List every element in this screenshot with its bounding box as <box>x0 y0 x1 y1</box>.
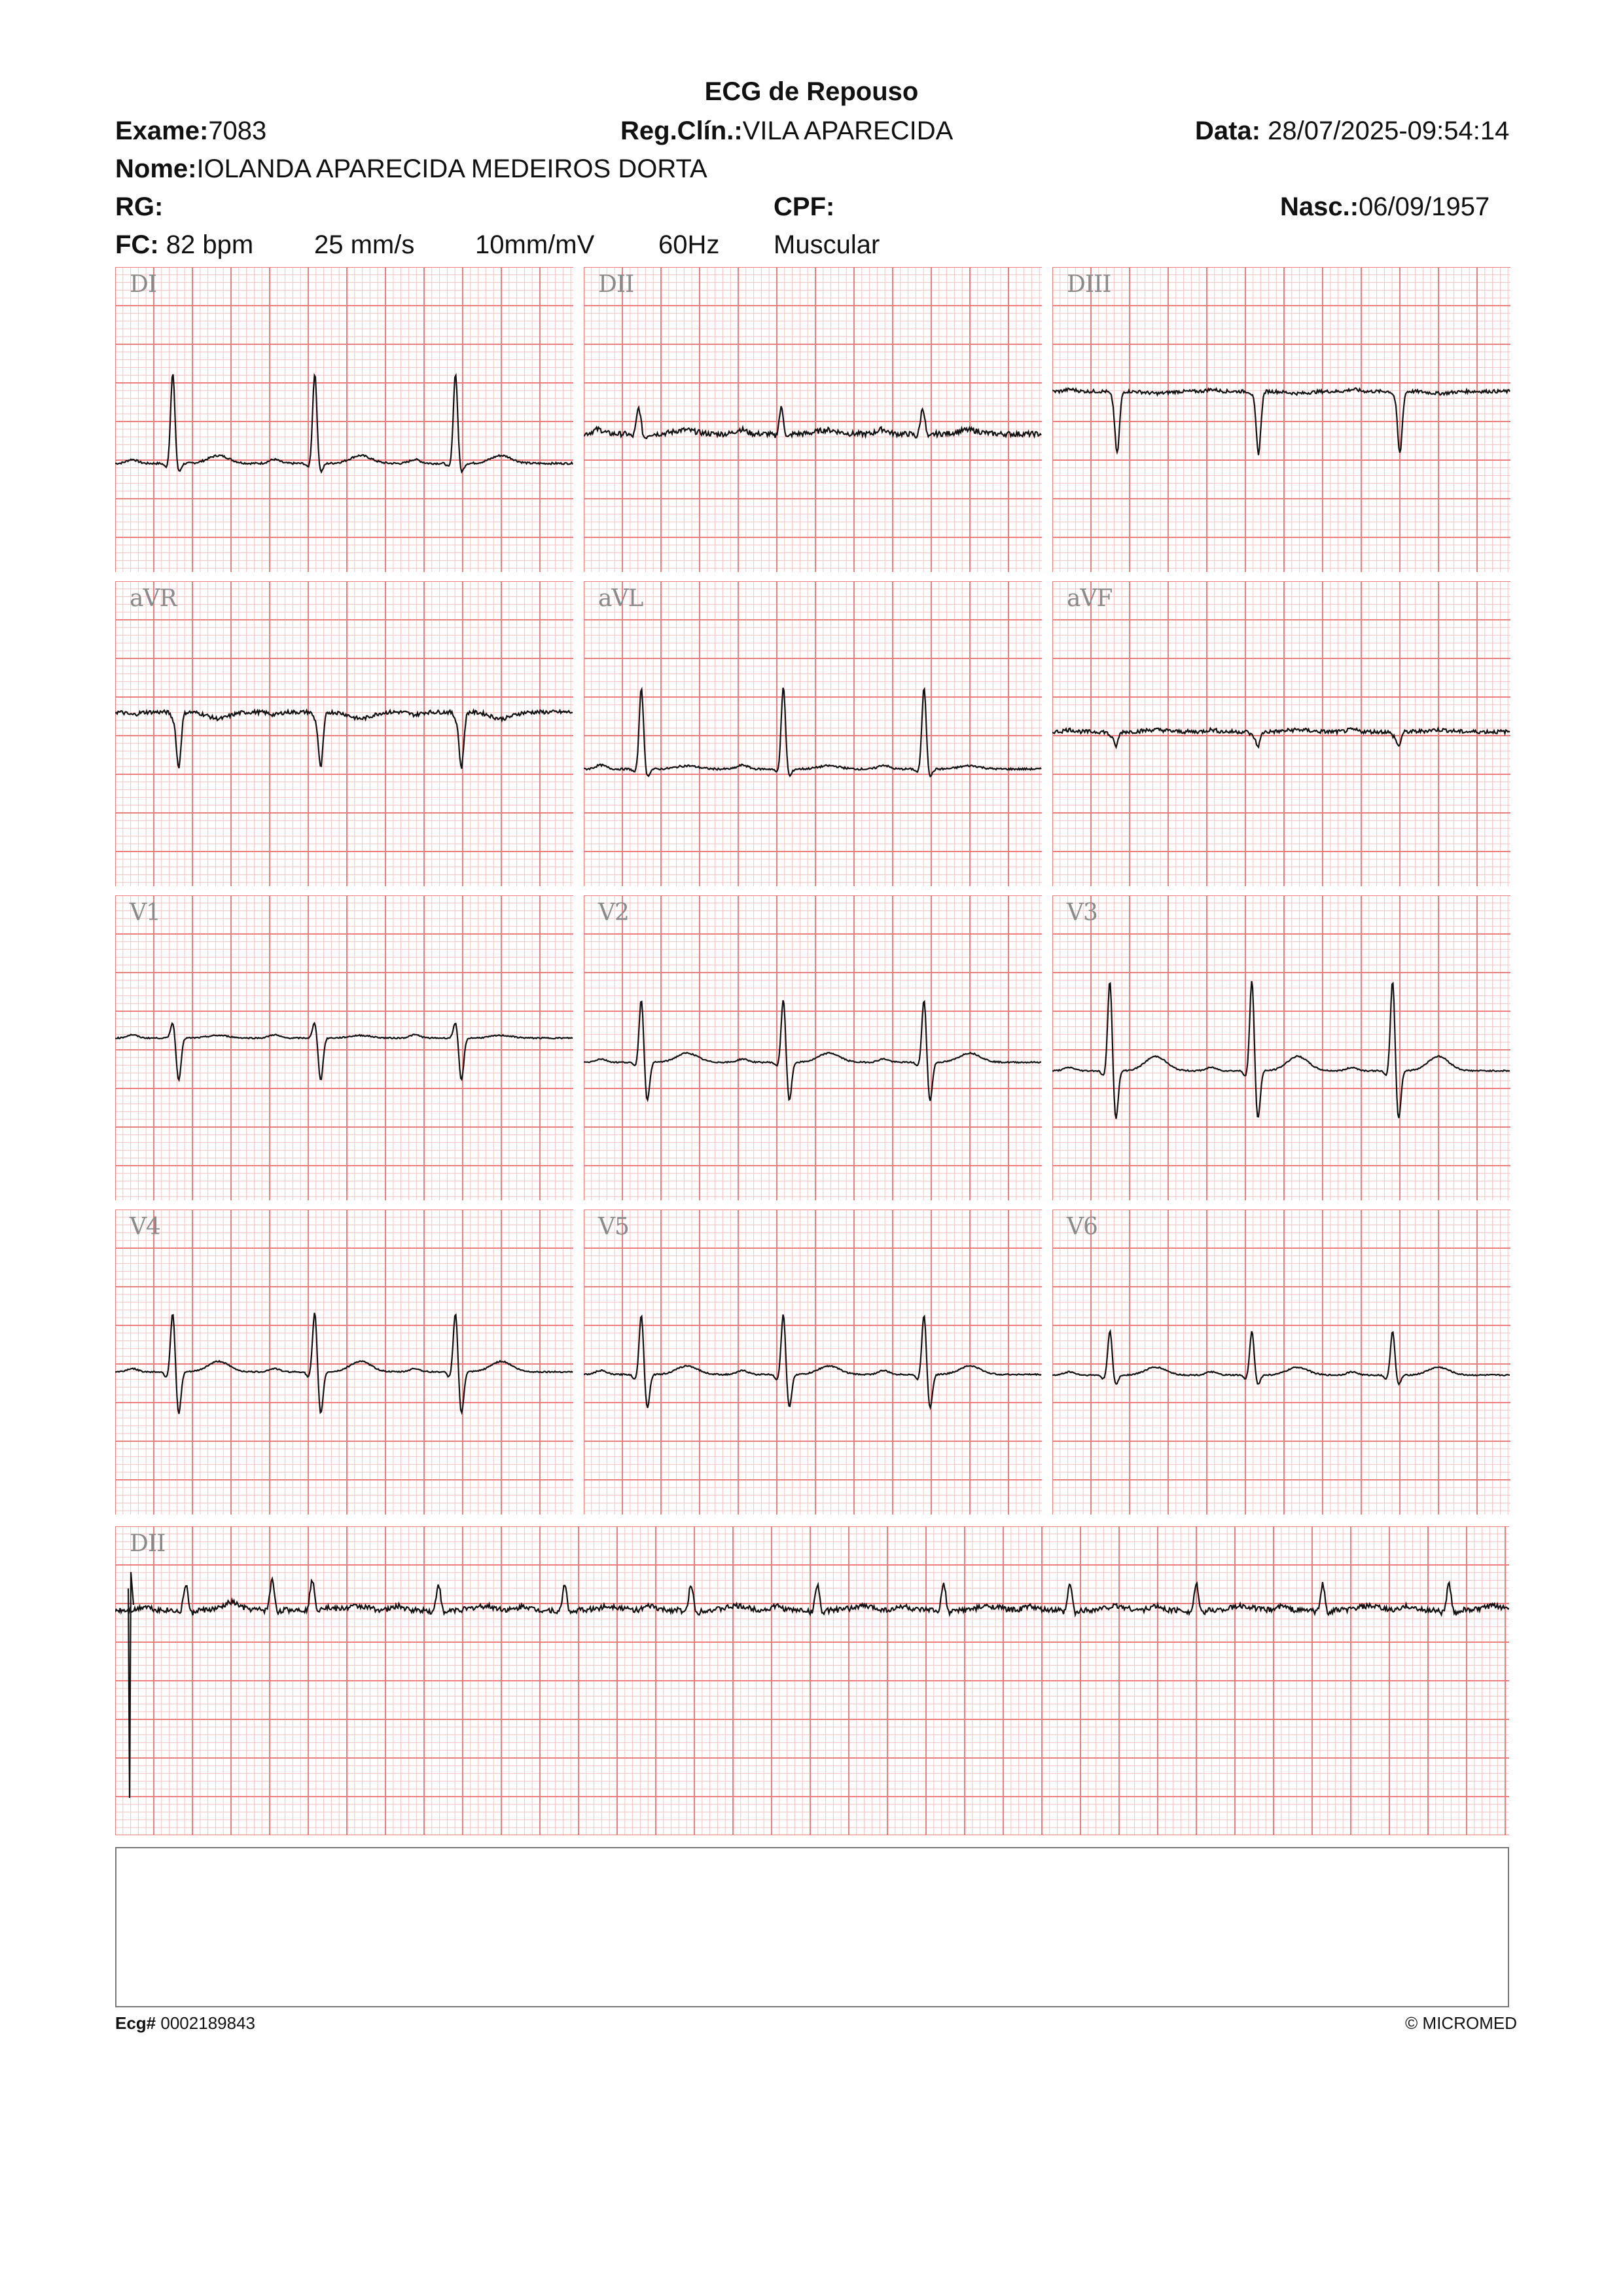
lead-panel-v5 <box>584 1210 1042 1515</box>
ecg-waveform-di <box>115 374 573 472</box>
lead-label-v6: V6 <box>1067 1213 1097 1240</box>
lead-trace-diii <box>1052 267 1510 572</box>
ecg-waveform-avf <box>1052 728 1510 747</box>
grid-minor-lines <box>584 895 1042 1200</box>
lead-label-v2: V2 <box>598 899 629 926</box>
grid-minor-lines <box>1052 581 1510 886</box>
lead-trace-avr <box>115 581 573 886</box>
grid-minor-lines <box>1052 267 1510 572</box>
paper-speed: 25 mm/s <box>314 230 415 259</box>
heart-rate-label: FC: <box>115 230 159 259</box>
ecg-number <box>115 2013 255 2034</box>
lead-label-v4: V4 <box>130 1213 160 1240</box>
lead-trace-v3 <box>1052 895 1510 1200</box>
lead-panel-avl <box>584 581 1042 886</box>
lead-panel-v6 <box>1052 1210 1510 1515</box>
lead-panel-avr <box>115 581 573 886</box>
lead-trace-di <box>115 267 573 572</box>
filter-type: Muscular <box>774 230 880 259</box>
copyright: © MICROMED <box>1405 2013 1517 2033</box>
date-field <box>1195 117 1509 146</box>
heart-rate-field <box>115 230 253 260</box>
grid-major-lines <box>1052 895 1510 1200</box>
grid-major-lines <box>115 895 573 1200</box>
grid-minor-lines <box>115 267 573 572</box>
ecg-waveform-v1 <box>115 1023 573 1080</box>
ecg-waveform-dii <box>584 406 1041 439</box>
heart-rate-value: 82 bpm <box>166 230 254 259</box>
grid-major-lines <box>1052 267 1510 572</box>
ecg-waveform-v6 <box>1052 1331 1510 1384</box>
lead-panel-diii <box>1052 267 1510 572</box>
grid-major-lines <box>1052 581 1510 886</box>
rhythm-strip-graph <box>115 1526 1509 1835</box>
notes-box <box>115 1847 1509 2007</box>
lead-trace-avf <box>1052 581 1510 886</box>
rhythm-strip-label: DII <box>130 1530 166 1557</box>
lead-label-v5: V5 <box>598 1213 629 1240</box>
rhythm-strip <box>115 1526 1509 1835</box>
ecg-waveform-avl <box>584 688 1041 777</box>
grid-major-lines <box>115 581 573 886</box>
ecg-waveform-v5 <box>584 1315 1041 1408</box>
grid-major-lines <box>584 1210 1042 1515</box>
exam-label: Exame: <box>115 117 209 145</box>
lead-panel-v1 <box>115 895 573 1200</box>
exam-field <box>115 117 266 146</box>
lead-trace-v1 <box>115 895 573 1200</box>
lead-trace-v2 <box>584 895 1042 1200</box>
lead-label-v1: V1 <box>130 899 160 926</box>
ecg-number-label: Ecg# <box>115 2013 156 2033</box>
grid-minor-lines <box>1052 895 1510 1200</box>
cpf-field <box>774 192 834 222</box>
grid-minor-lines <box>584 581 1042 886</box>
lead-trace-avl <box>584 581 1042 886</box>
ecg-waveform-rhythm <box>115 1579 1509 1615</box>
lead-panel-dii <box>584 267 1042 572</box>
lead-trace-v6 <box>1052 1210 1510 1515</box>
lead-label-avr: aVR <box>130 585 177 612</box>
date-value: 28/07/2025-09:54:14 <box>1268 117 1510 145</box>
grid-major-lines <box>115 267 573 572</box>
gain-setting: 10mm/mV <box>475 230 595 259</box>
lead-panel-avf <box>1052 581 1510 886</box>
lead-label-avl: aVL <box>598 585 643 612</box>
name-value: IOLANDA APARECIDA MEDEIROS DORTA <box>196 154 707 183</box>
ecg-number-value: 0002189843 <box>160 2013 255 2033</box>
birthdate-field <box>1280 192 1489 222</box>
grid-major-lines <box>584 895 1042 1200</box>
name-label: Nome: <box>115 154 197 183</box>
rg-field <box>115 192 163 222</box>
date-label: Data: <box>1195 117 1261 145</box>
birthdate-label: Nasc.: <box>1280 192 1359 221</box>
grid-minor-lines <box>115 895 573 1200</box>
grid-minor-lines <box>1052 1210 1510 1515</box>
grid-minor-lines <box>115 581 573 886</box>
lead-panel-v3 <box>1052 895 1510 1200</box>
lead-panel-v4 <box>115 1210 573 1515</box>
ecg-waveform-v2 <box>584 1000 1041 1101</box>
lead-label-dii: DII <box>598 271 634 298</box>
regclin-value: VILA APARECIDA <box>742 117 954 145</box>
lead-label-v3: V3 <box>1067 899 1097 926</box>
grid-major-lines <box>1052 1210 1510 1515</box>
lead-trace-v5 <box>584 1210 1042 1515</box>
lead-label-diii: DIII <box>1067 271 1111 298</box>
birthdate-value: 06/09/1957 <box>1359 192 1490 221</box>
lead-label-di: DI <box>130 271 157 298</box>
name-field <box>115 154 707 184</box>
grid-major-lines <box>584 267 1042 572</box>
lead-panel-di <box>115 267 573 572</box>
grid-minor-lines <box>584 1210 1042 1515</box>
grid-minor-lines <box>584 267 1042 572</box>
rg-label: RG: <box>115 192 164 221</box>
exam-value: 7083 <box>208 117 267 145</box>
lead-label-avf: aVF <box>1067 585 1113 612</box>
report-title: ECG de Repouso <box>704 77 919 106</box>
grid-major-lines <box>584 581 1042 886</box>
lead-trace-dii <box>584 267 1042 572</box>
ecg-waveform-avr <box>115 710 573 768</box>
lead-trace-v4 <box>115 1210 573 1515</box>
regclin-field <box>620 117 953 146</box>
lead-panel-v2 <box>584 895 1042 1200</box>
cpf-label: CPF: <box>774 192 835 221</box>
regclin-label: Reg.Clín.: <box>620 117 743 145</box>
filter-frequency: 60Hz <box>658 230 720 259</box>
